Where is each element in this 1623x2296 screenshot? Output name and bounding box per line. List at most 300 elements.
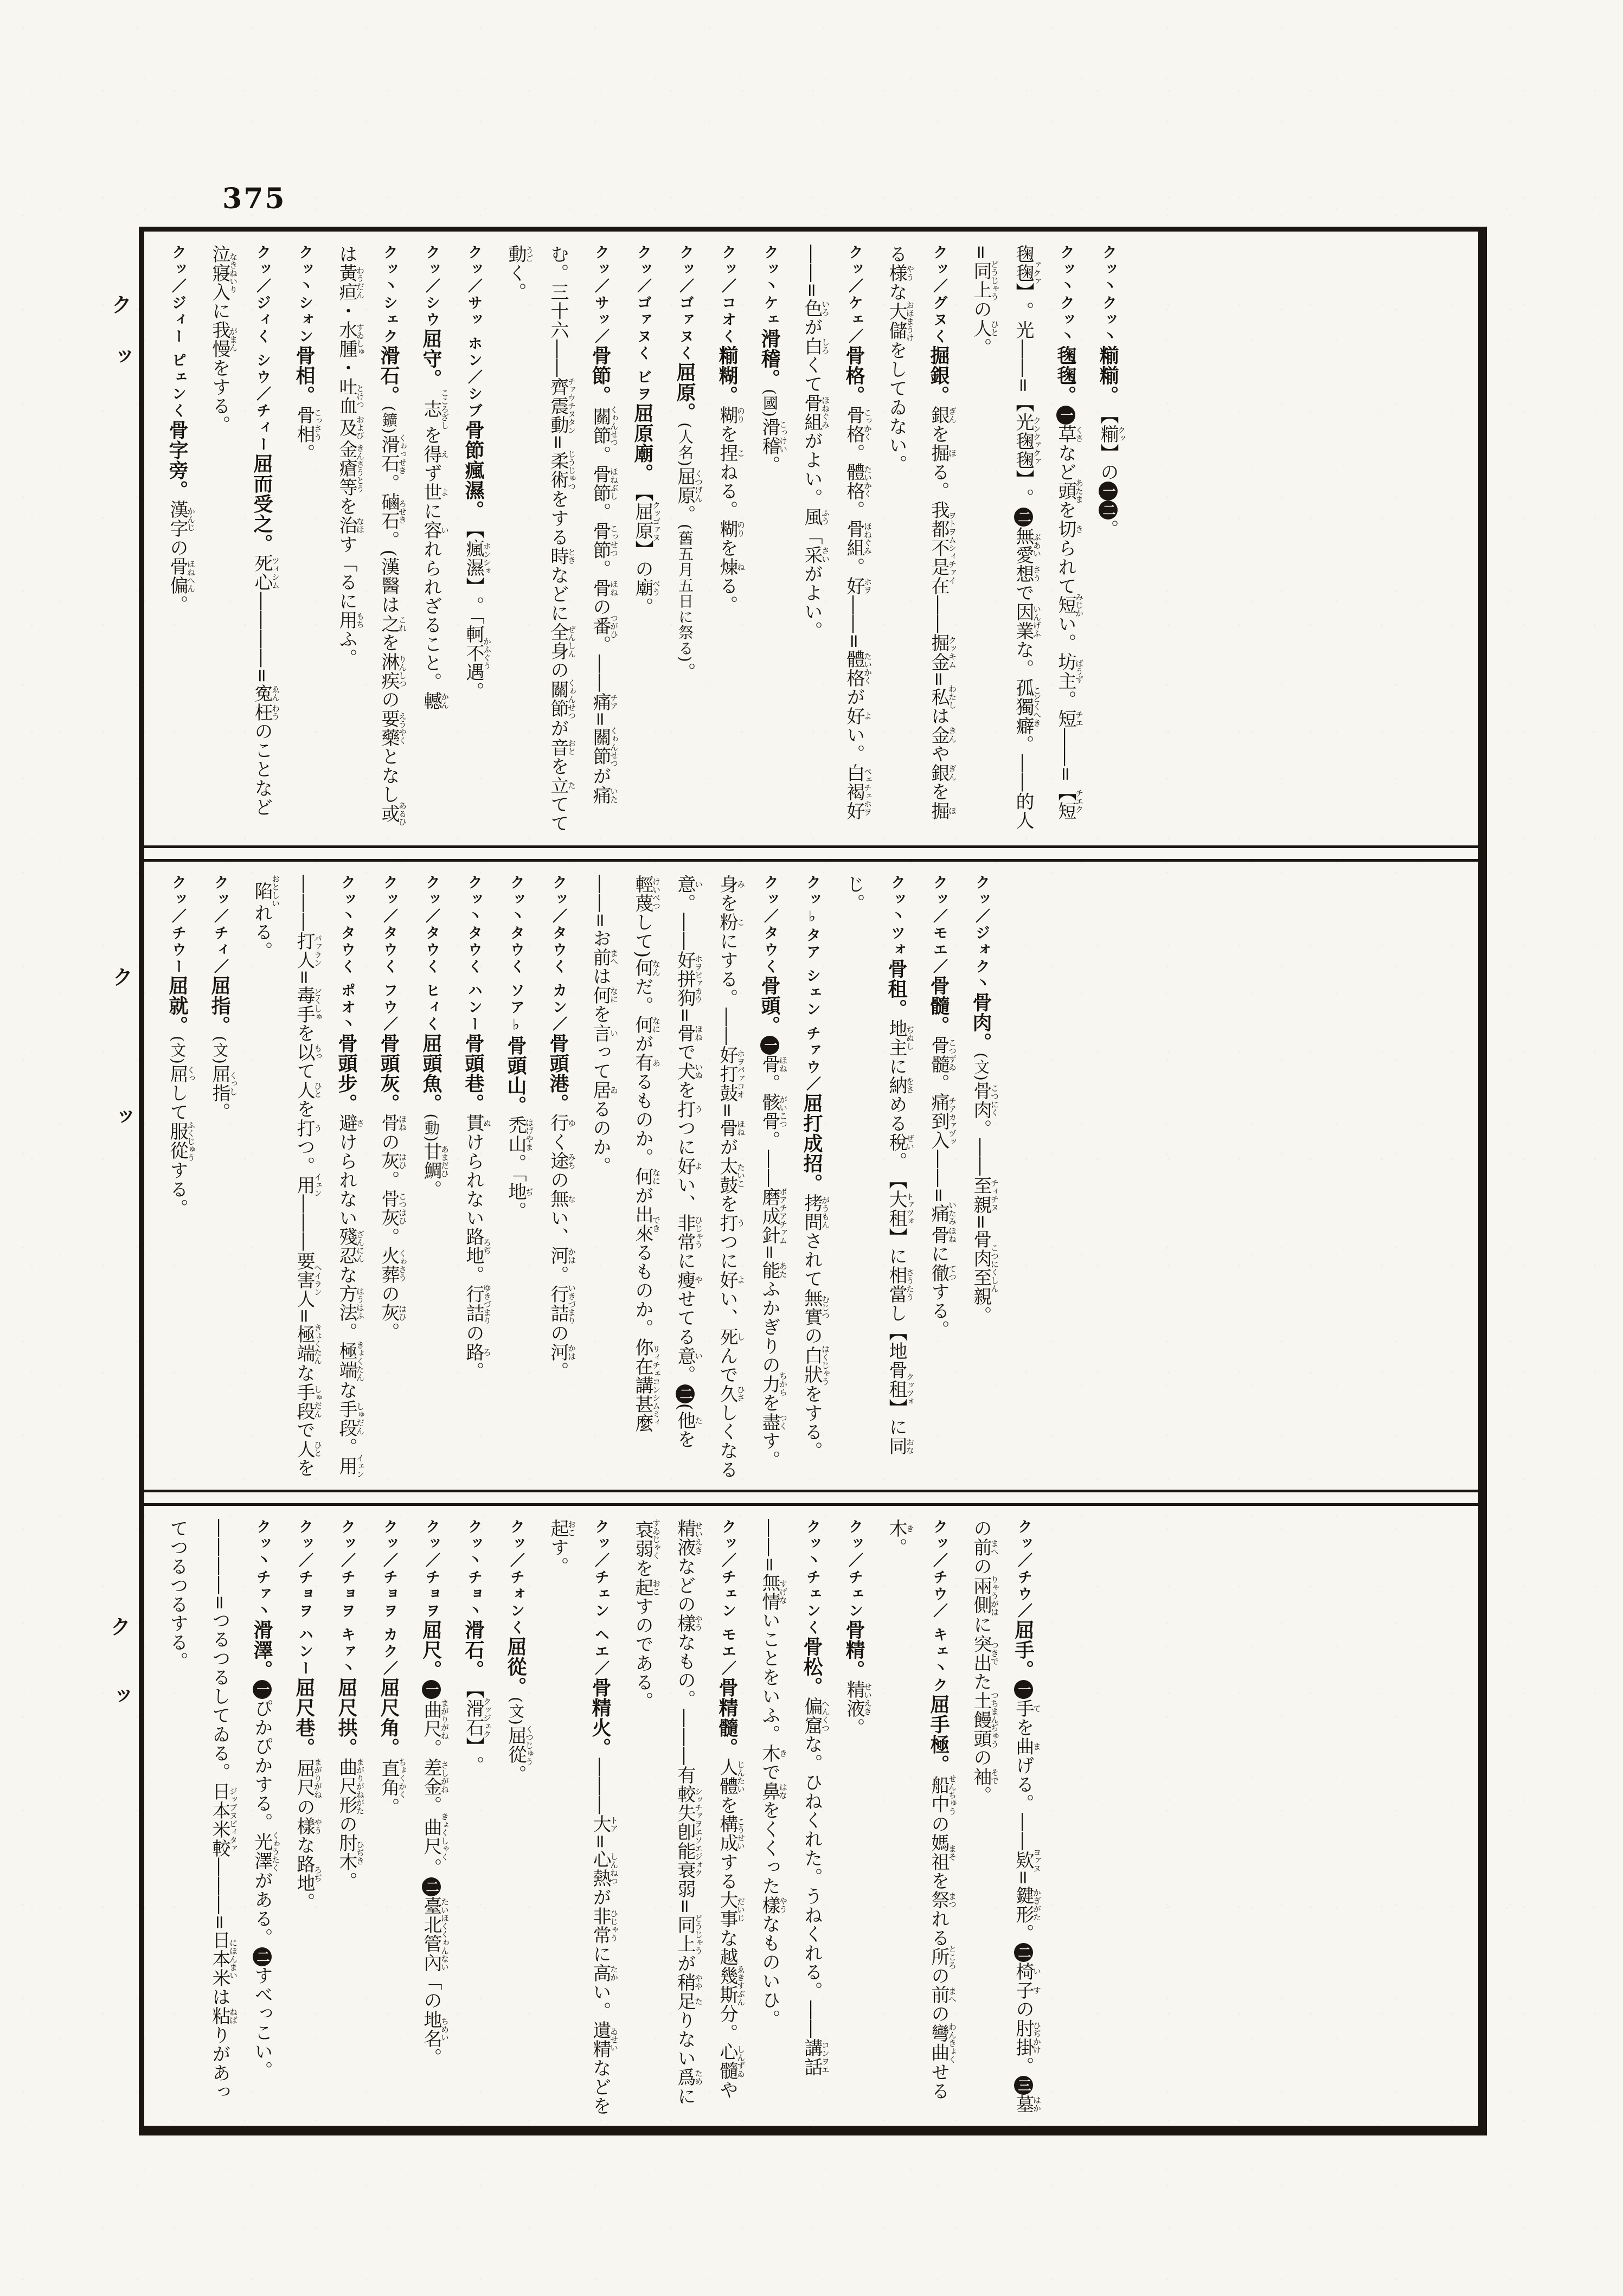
entry-text: 要藥えうやく [378,709,407,747]
entry-text: 骨組ほねぐみ [801,393,830,432]
entry-text: 白しろ [801,336,830,356]
entry-text: すのである。 [632,1596,653,1711]
entry-text: 方法はうはふ [336,1284,365,1323]
entry-text: 柔術じうじゅつ [547,450,576,491]
entry-text: を [716,425,738,444]
entry-text: 至親チィチヌ [970,1176,999,1214]
entry-text: 骨髓こつずゐ [928,1036,957,1074]
circled-number: 一 [1099,482,1118,501]
entry-text: を [928,1871,950,1891]
entry-text: を [293,1099,315,1119]
entry-text: 。 [674,1365,696,1384]
entry-text: 。 [1012,488,1034,508]
entry-text: 【光毱毱】クンクァクァ [1012,393,1042,489]
entry-text: 【大租】トァツォ [886,1171,915,1247]
entry-text: 人ひと [970,319,999,338]
entry-text: = [589,711,611,728]
entry-text: 糊のり [716,406,746,425]
entry-text: を [336,497,357,516]
margin-index-tab: クッ [109,966,133,1246]
entry-headword: 骨租。 [885,959,908,1019]
entry-text: 用イェン [336,1453,365,1478]
entry-text: める [886,1095,907,1133]
entry-text: 意い [674,875,703,894]
entry-text: 草くさ [1055,425,1084,444]
entry-text: 采さい [801,545,830,565]
section-divider [144,845,1478,862]
entry-text: 軻不遇かふぐう [463,625,492,682]
entry-text: 骨ほね [759,1055,788,1074]
entry-text: 地ぢ [505,1182,534,1202]
entry-text: 。 [547,1265,569,1285]
entry-headword: 屈尺巷。 [293,1677,316,1758]
entry-reading: クッ丶シォン [296,245,313,345]
entry-text: 痛いた [589,785,619,805]
entry-text: 。 [1012,2056,1034,2076]
entry-reading: クッ／ゴァヌく [677,245,694,362]
dictionary-entry [833,875,918,1481]
entry-text: 或あるひ [378,801,407,826]
entry-headword: 骨頭山。 [504,1035,527,1116]
entry-text: の [547,660,569,679]
entry-text: 泣寢入なきねいり [209,245,238,302]
entry-text: = [674,1899,696,1915]
entry-text: 坊主ばうず [1055,652,1084,690]
entry-text: つに [674,1118,696,1157]
entry-text: む。三十六―― [547,245,569,377]
entry-text: = [970,1214,992,1230]
entry-text: が [716,1137,738,1157]
entry-text: 屈尺まがりがね [293,1758,323,1799]
entry-text: 用イェン [293,1172,323,1197]
entry-text: 。―― [589,635,611,692]
entry-text: 。 [1055,690,1076,709]
dictionary-entry [495,875,537,1481]
entry-text: 。 [420,1739,442,1758]
entry-text: 稅ぜい [886,1133,915,1152]
entry-text: 掘ほ [928,801,957,820]
entry-text: 頭あたま [1055,479,1084,503]
entry-text: に [674,1251,696,1271]
entry-text: 子す [1012,1980,1042,2000]
entry-text: ふかぎりの [759,1279,780,1375]
entry-reading: クッ／チョヲ [423,1519,440,1620]
entry-text: 。 [336,1437,357,1457]
entry-text: 曲尺まがりがね [420,1699,450,1740]
entry-text: 打う [674,1099,703,1119]
dictionary-entry [791,245,875,837]
entry-text: 糊のり [716,520,746,538]
entry-text: 。 [632,597,653,617]
entry-text: ――= [843,595,865,650]
entry-reading: クッ／チェン モエ／ [719,1519,736,1678]
entry-reading: クッ丶チョ丶 [465,1519,482,1620]
entry-text: ねる。 [716,463,738,520]
entry-text: 。 [589,559,611,579]
entry-text: つ。 [293,1137,315,1176]
entry-text: ( [674,1403,696,1411]
entry-text: が [632,1186,653,1205]
entry-text: 盡つく [759,1412,788,1432]
entry-text: ―― [928,595,950,633]
entry-text: 納をさ [886,1076,915,1095]
entry-text: ぴかぴかする。 [251,1699,273,1832]
entry-text: 遺精ゐせい [589,2020,619,2058]
entry-text: 。 [589,445,611,465]
entry-text: 船中せんちゅう [928,1774,957,1816]
entry-text: 【短毱毱】チエクァクァ [1012,245,1084,820]
entry-text: など [1055,444,1076,482]
entry-text: 骨格こっかく [843,406,873,444]
entry-text: に [886,1418,907,1436]
entry-text: 精液せいえき [843,1680,873,1718]
dictionary-entry [198,245,283,837]
entry-text: られて [1055,538,1076,595]
entry-headword: 骨字旁。 [166,420,189,501]
entry-text: 屈くっ [166,1064,196,1083]
entry-text: 以もっ [293,1042,323,1062]
entry-text: 太鼓たいこ [716,1156,746,1195]
entry-text: 鼻はな [759,1781,788,1801]
entry-text: 日本米較ジッブヌビィタァ [209,1781,238,1858]
entry-text: = [293,1308,315,1324]
entry-text: 。 [505,1201,527,1221]
dictionary-entry [325,1519,368,2117]
entry-text: 。 [293,1893,315,1912]
entry-reading: クッ丶チァ丶 [254,1519,271,1620]
entry-text: 途みち [547,1151,576,1171]
entry-reading: クッ／チィ／ [211,875,228,976]
dictionary-entry [664,245,706,837]
entry-text: 好打鼓ホヲパァコオ [716,1046,746,1102]
entry-reading: クッ丶クッ丶 [1057,245,1074,345]
circled-number: 一 [1014,1680,1033,1699]
entry-reading: クッ／ケェ／ [846,245,863,345]
dictionary-entry [325,245,410,837]
entry-text: る [886,245,907,264]
entry-text: 體格たいかく [843,463,873,501]
entry-text: じ。 [843,875,865,913]
usage-marker: (人名) [676,422,694,467]
entry-text: けられない [336,1132,357,1228]
entry-text: 好拼狗ホヲピァカウ [674,951,703,1008]
entry-text: 稍やや [674,1973,703,1992]
page-number: 375 [222,182,286,215]
entry-reading: クッ／チォンく [508,1519,524,1637]
entry-text: を [632,1559,653,1578]
entry-text: 樣やう [293,1817,323,1836]
entry-text: 。 [970,338,992,357]
entry-text: を [293,1023,315,1043]
entry-text: で [293,1420,315,1440]
entry-text: 粉こ [716,913,746,932]
entry-text: るものか。 [632,1243,653,1338]
entry-text: 骨ほね [674,1023,703,1043]
dictionary-page-frame [139,227,1487,2135]
entry-text: 何なに [589,985,619,1005]
entry-text: 大トア [589,1814,619,1834]
entry-headword: 屈而受之。 [251,453,273,554]
entry-text: や [716,2080,738,2100]
entry-headword: 糋糊。 [716,345,739,406]
entry-text: りがあってつるつるする。 [166,1519,230,2101]
entry-headword: 滑稽。 [758,329,781,389]
entry-text: を [716,1795,738,1815]
entry-headword: 骨頭港。 [547,1033,569,1114]
entry-text: 。 [716,2023,738,2043]
entry-text: 我慢がまん [209,320,238,358]
dictionary-entry [918,875,960,1481]
entry-text: た [970,1672,992,1691]
entry-text: 音おと [547,737,576,757]
entry-text: 言い [589,1023,619,1043]
dictionary-entry [410,245,452,837]
entry-text: 同上どうじゃう [674,1914,703,1955]
entry-text: 。 [378,1227,400,1247]
entry-text: 河かは [547,1246,576,1266]
entry-text: 體格たいかく [843,649,873,688]
entry-reading: クッ丶シェク [381,245,397,345]
entry-text: 大事だいじ [716,1890,746,1929]
entry-text: 。 [378,1798,400,1817]
circled-number: 二 [1099,501,1118,520]
entry-text: 灰はひ [378,1303,407,1323]
entry-text: なものいひ。 [759,1914,780,2029]
entry-text: 偏窟へんくつ [801,1697,830,1735]
entry-text: 打う [716,1213,746,1233]
entry-text: 。―― [674,894,696,951]
entry-text: 動うご [505,245,534,264]
entry-text: 。 [166,595,188,614]
entry-text: 磠石ろせき [378,492,407,531]
entry-text: ・ [336,302,357,320]
entry-text: 犬いぬ [674,1061,703,1081]
entry-text: な [293,1363,315,1383]
dictionary-entry [875,245,960,837]
entry-text: す「るに [336,535,357,611]
entry-text: 。 [378,1322,400,1342]
entry-text: がよい。 [801,564,823,640]
entry-text: 。 [759,455,780,474]
entry-text: な [336,1380,357,1400]
entry-text: 拷問がうもん [801,1193,830,1232]
entry-text: の [589,597,611,617]
entry-text: けられない [463,1132,484,1228]
entry-text: 私わたし [928,684,957,709]
entry-reading: クッ／チョヲ キァ丶 [338,1519,355,1678]
entry-text: 肘木ひぢき [336,1833,365,1872]
entry-text: 死し [716,1327,746,1346]
entry-headword: 屈守。 [420,329,442,389]
entry-headword: 骨頭步。 [335,1033,358,1114]
entry-text: 同上どうじゃう [970,260,999,301]
entry-text: 。 [505,1765,527,1784]
entry-headword: 骨肉。 [970,992,992,1053]
entry-text: 屈從くつじゅう [505,1724,534,1766]
entry-text: 祭まつ [928,1890,957,1910]
entry-text: = [928,671,950,688]
dictionary-entry [241,875,368,1481]
entry-text: 。 [843,1718,865,1737]
entry-text: 吐血とけつ [336,377,365,415]
entry-headword: 屈從。 [504,1637,527,1697]
entry-headword: 屈尺。 [420,1620,442,1680]
entry-text: 關節くゎんせつ [589,727,619,767]
entry-reading: クッ／シウ [423,245,440,329]
entry-text: 。 [1012,1923,1034,1943]
entry-headword: 屈打成招。 [800,1093,823,1194]
entry-text: 。 [420,1858,442,1877]
entry-text: 。 [463,1265,484,1285]
dictionary-entry [960,245,1087,837]
dictionary-entry [410,1519,452,2117]
entry-text: を [420,426,442,445]
dictionary-entry [537,875,579,1481]
entry-text: の [632,559,653,579]
usage-marker: (文) [972,1053,990,1081]
entry-text: に [886,1247,907,1266]
entry-text: 滑石くゎっせき [378,433,407,474]
entry-text: = [674,1008,696,1024]
entry-reading: クッ／チョヲ カク／ [381,1519,397,1678]
entry-text: 世よ [420,483,450,502]
entry-text: な [716,1928,738,1948]
entry-text: 木き [759,1743,788,1763]
entry-text: 。 [843,501,865,520]
entry-text: し【地 [886,1304,907,1361]
entry-text: する [716,1852,738,1891]
entry-text: せてる [674,1289,696,1346]
entry-text: 色いろ [801,298,830,318]
entry-text: されて [801,1231,823,1288]
entry-text: 短チエ [1055,709,1084,728]
entry-text: 痛いたみ [928,1201,957,1226]
entry-text: 骨ほね [716,1118,746,1138]
entry-text: 曲尺形まがりがねがた [336,1758,365,1815]
entry-text: 。 [1097,520,1119,538]
entry-text: 無實むじつ [801,1288,830,1326]
entry-text: 。―― [970,1119,992,1176]
dictionary-entry [156,245,198,837]
entry-text: 。 [293,444,315,463]
entry-text: に [886,1057,907,1076]
entry-text: 白狀はくじゃう [801,1344,830,1386]
section-2-columns [156,875,1002,1481]
dictionary-entry [960,1519,1044,2117]
entry-text: を [1055,501,1076,520]
entry-text: に [928,1244,950,1264]
entry-text: 好よ [674,1156,703,1176]
entry-text: 椅い [1012,1961,1042,1981]
entry-text: 手段しゅだん [336,1399,365,1438]
entry-headword: 屈就。 [166,976,189,1036]
dictionary-entry [833,1519,875,2117]
entry-text: 有較失卽能衰弱シッチァヲエソエジォク [674,1766,703,1899]
entry-text: 極端きょくたん [336,1341,365,1382]
entry-text: を [1012,1718,1034,1737]
entry-text: 突出つきで [970,1634,999,1672]
entry-text: 。 [674,662,696,682]
section-1-columns [156,245,1129,837]
dictionary-entry [579,875,791,1481]
entry-text: ――= [759,1519,780,1573]
entry-text: 。 [970,1786,992,1805]
entry-text: 人ひと [293,1080,323,1100]
entry-text: 兩側りゃうがは [970,1575,999,1616]
entry-headword: 屈原。 [673,362,696,422]
entry-text: 打人パァラン [293,932,323,970]
dictionary-entry [495,1519,537,2117]
entry-text: 媽祖まそ [928,1833,957,1872]
entry-headword: 滑石。 [377,345,400,406]
entry-text: をする [547,490,569,547]
entry-text: は [928,706,950,726]
entry-text: 心髓しんずゐ [716,2042,746,2081]
entry-text: 時とき [547,547,576,566]
entry-text: などに [547,566,569,623]
entry-text: する。 [928,1282,950,1339]
entry-text: 銀ぎん [928,763,957,783]
entry-text: の [378,690,400,709]
entry-text: を [716,1194,738,1214]
entry-text: るものか。 [632,1072,653,1168]
entry-text: 骨節ほねぶし [589,464,619,503]
entry-headword: 骨頭。 [758,976,781,1036]
entry-text: に [970,1615,992,1634]
entry-text: 煉ね [716,557,746,576]
entry-text: 我都不是在ヲトヲムシィチァイ [928,501,957,595]
entry-text: つに [716,1232,738,1271]
entry-text: りない [674,2011,696,2068]
entry-text: 死心ツィシム [251,554,280,592]
entry-headword: 屈指。 [208,976,231,1036]
entry-text: 様やう [886,264,915,283]
entry-text: 滑稽こっけい [759,417,788,456]
entry-text: 地名ちめい [420,2010,450,2048]
entry-text: 土饅頭つちまんぢゅう [970,1691,999,1748]
entry-text: 木き [886,1519,915,1538]
entry-text: 骨灰こつはひ [378,1189,407,1228]
dictionary-section-3 [144,1506,1478,2126]
entry-headword: 骨精髓。 [716,1677,739,1758]
entry-text: れる。 [251,903,273,960]
entry-text: = [547,434,569,451]
entry-text: 火葬くゎさう [378,1246,407,1285]
entry-headword: 骨精。 [843,1620,865,1680]
entry-text: の [970,300,992,319]
entry-text: 掘ほ [928,444,957,463]
dictionary-entry [452,875,495,1481]
entry-text: 及および [336,415,365,440]
entry-text: 之これ [378,614,407,633]
entry-text: 。 [420,1795,442,1815]
section-divider [144,1490,1478,1506]
entry-text: が [589,766,611,786]
entry-text: 欵ヨァヌ [1012,1848,1042,1872]
entry-text: は [209,1987,230,2006]
entry-text: 痛チア [589,692,619,711]
entry-text: 用もち [336,611,365,630]
usage-marker: (鑛) [380,406,398,434]
dictionary-entry [1087,245,1129,837]
entry-text: る。 [928,463,950,501]
entry-text: 志こころざし [420,389,450,429]
entry-text: 大儲おほまうけ [886,300,915,342]
entry-text: = [293,970,315,986]
entry-text: を [716,538,738,557]
entry-text: な。ひねくれた。うねくれる。―― [801,1735,823,2038]
entry-text: 地主ぢぬし [886,1019,915,1057]
